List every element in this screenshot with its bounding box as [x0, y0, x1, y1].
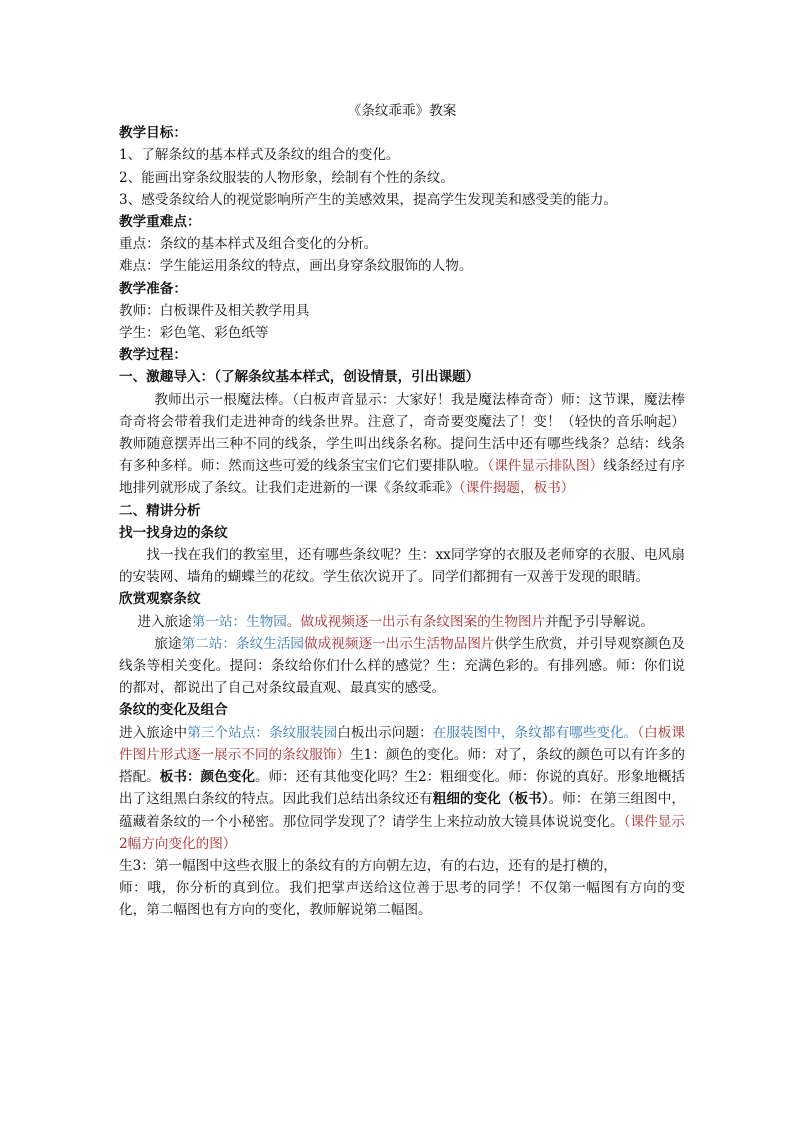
- para-text: 。师：还有其他变化吗？生2：粗细变化。师：你说的真好。形象地概括出了这组黑白条纹的特点。因此我们总结出条纹还有: [119, 769, 685, 808]
- goals-heading: 教学目标：: [119, 125, 187, 142]
- para-text: 进入旅途: [137, 613, 192, 630]
- appreciate-paragraph-2: [119, 633, 685, 700]
- section-2-heading: 二、精讲分析: [119, 502, 201, 519]
- blue-highlight: 第三个站点：条纹服装园: [187, 724, 338, 741]
- red-note: （课件显示2幅方向变化的图）: [119, 813, 686, 852]
- change-paragraph-3: 师：哦，你分析的真到位。我们把掌声送给这位善于思考的同学！不仅第一幅图有方向的变化，第二幅图也有方向的变化，教师解说第二幅图。: [119, 880, 685, 919]
- appreciate-heading: 欣赏观察条纹: [119, 591, 201, 608]
- red-note: （课件揭题，板书）: [458, 480, 575, 497]
- prep-item: 学生：彩色笔、彩色纸等: [119, 325, 269, 342]
- process-heading: 教学过程：: [119, 347, 187, 364]
- para-text: 供学生欣赏，并引导观察颜色及线条等相关变化。提问：条纹给你们什么样的感觉？生：充满色彩的。有排列感。师：你们说的都对，都说出了自己对条纹最直观、最真实的感受。: [119, 635, 686, 697]
- appreciate-paragraph-1: [119, 611, 685, 633]
- section-1-heading: 一、激趣导入：（了解条纹基本样式，创设情景，引出课题）: [119, 369, 480, 386]
- red-note: 。做成视频逐一出示有条纹图案的生物图片: [286, 613, 546, 630]
- para-text: 旅途: [154, 635, 182, 652]
- para-text: 教师出示一根魔法棒。（白板声音显示：大家好！我是魔法棒奇奇）师：这节课，魔法棒奇奇将会带着我们走进神奇的线条世界。注意了，奇奇要变魔法了！变！（轻快的音乐响起）教师随意摆弄出三种不同的线条，学生叫出线条名称。提问生活中还有哪些线条？总结：线条有多种多样。师：然而这些可爱的线条宝宝们它们要排队啦。: [119, 391, 685, 475]
- para-text: 。师：在第三组图中，蕴藏着条纹的一个小秘密。那位同学发现了？请学生上来拉动放大镜具体说说变化。: [119, 791, 686, 830]
- find-paragraph: 找一找在我们的教室里，还有哪些条纹呢？生：xx同学穿的衣服及老师穿的衣服、电风扇的安装网、墙角的蝴蝶兰的花纹。学生依次说开了。同学们都拥有一双善于发现的眼睛。: [119, 547, 685, 586]
- key-item: 难点：学生能运用条纹的特点，画出身穿条纹服饰的人物。: [119, 258, 473, 275]
- para-text: 并配予引导解说。: [545, 613, 654, 630]
- prep-heading: 教学准备：: [119, 280, 187, 297]
- goal-item: 3、感受条纹给人的视觉影响所产生的美感效果，提高学生发现美和感受美的能力。: [119, 191, 618, 208]
- bold-board-note: 粗细的变化（板书）: [432, 791, 549, 808]
- para-text: 白板出示问题：: [337, 724, 433, 741]
- section-1-paragraph: [119, 389, 685, 500]
- change-paragraph-2: 生3：第一幅图中这些衣服上的条纹有的方向朝左边，有的右边，还有的是打横的，: [119, 857, 618, 874]
- para-text: 生1：颜色的变化。师：对了，条纹的颜色可以有许多的搭配。: [119, 746, 685, 786]
- key-item: 重点：条纹的基本样式及组合变化的分析。: [119, 236, 378, 253]
- blue-highlight: 第一站：生物园: [191, 613, 287, 630]
- blue-highlight: 第二站：条纹生活园: [181, 635, 305, 652]
- prep-item: 教师：白板课件及相关教学用具: [119, 302, 310, 319]
- para-text: 线条经过有序地排列就形成了条纹。让我们走进新的一课《条纹乖乖》: [119, 458, 686, 497]
- goal-item: 2、能画出穿条纹服装的人物形象，绘制有个性的条纹。: [119, 169, 454, 186]
- red-note: （课件显示排队图）: [487, 458, 604, 475]
- bold-board-note: 板书：颜色变化: [159, 769, 255, 786]
- red-note: 做成视频逐一出示生活物品图片: [304, 635, 495, 652]
- page-title: 《条纹乖乖》教案: [347, 103, 457, 119]
- red-note: （白板课件图片形式逐一展示不同的条纹服饰）: [119, 724, 686, 763]
- para-text: 进入旅途中: [119, 724, 188, 741]
- change-heading: 条纹的变化及组合: [119, 702, 228, 719]
- change-paragraph-1: [119, 722, 685, 855]
- key-heading: 教学重难点：: [119, 214, 201, 231]
- goal-item: 1、了解条纹的基本样式及条纹的组合的变化。: [119, 147, 400, 164]
- lesson-plan-page: [119, 100, 685, 922]
- find-heading: 找一找身边的条纹: [119, 524, 228, 541]
- blue-highlight: 在服装图中，条纹都有哪些变化。: [432, 724, 638, 741]
